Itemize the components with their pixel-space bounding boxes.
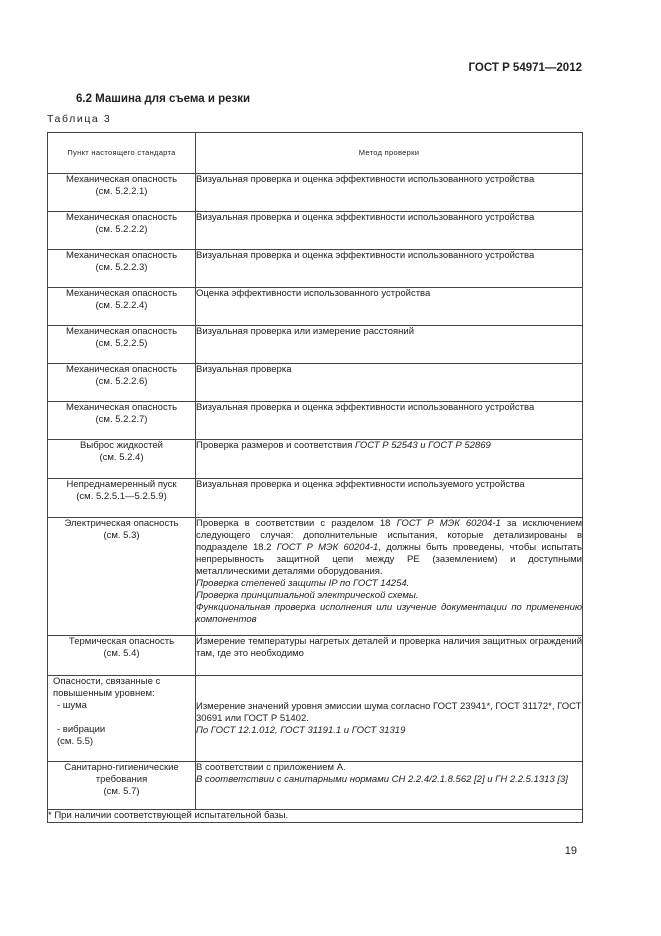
- clause-cell: Электрическая опасность (см. 5.3): [48, 518, 196, 636]
- table-row: [48, 479, 583, 518]
- table-row: [48, 440, 583, 479]
- method-cell: Проверка в соответствии с разделом 18 ГОСТ Р МЭК 60204-1 за исключением следующего случая: дополнительные испытания, которые детализированы в подразделе 18.2 ГОСТ Р МЭК 60204-1, должны быть проведены, чтобы испытать непрерывность защитной цепи между PE (заземлением) и доступными металлическими деталями оборудования. Проверка степеней защиты IP по ГОСТ 14254. Проверка принципиальной электрической схемы. Функциональная проверка исполнения или изучение документации по применению компонентов: [196, 518, 583, 636]
- page-number: 19: [564, 845, 577, 857]
- table-row: [48, 762, 583, 810]
- section-title: 6.2 Машина для съема и резки: [76, 93, 251, 105]
- clause-cell: Санитарно-гигиенические требования (см. 5.7): [48, 762, 196, 810]
- clause-cell: Термическая опасность (см. 5.4): [48, 636, 196, 676]
- table-caption: Таблица 3: [47, 113, 112, 125]
- clause-cell: Механическая опасность (см. 5.2.2.7): [48, 402, 196, 440]
- table-row: [48, 326, 583, 364]
- clause-cell: Механическая опасность (см. 5.2.2.2): [48, 212, 196, 250]
- clause-cell: Механическая опасность (см. 5.2.2.4): [48, 288, 196, 326]
- method-cell: Визуальная проверка и оценка эффективности использованного устройства: [196, 250, 583, 288]
- standard-number: ГОСТ Р 54971—2012: [468, 62, 582, 74]
- col-header-method: Метод проверки: [196, 133, 583, 174]
- clause-cell: Непреднамеренный пуск (см. 5.2.5.1—5.2.5.9): [48, 479, 196, 518]
- clause-cell: Механическая опасность (см. 5.2.2.5): [48, 326, 196, 364]
- method-cell: Визуальная проверка: [196, 364, 583, 402]
- footnote-row: [48, 810, 583, 823]
- table-row: [48, 250, 583, 288]
- method-cell: Проверка размеров и соответствия ГОСТ Р 52543 и ГОСТ Р 52869: [196, 440, 583, 479]
- method-cell: Визуальная проверка и оценка эффективности использованного устройства: [196, 212, 583, 250]
- table-row: [48, 518, 583, 636]
- table-row: [48, 364, 583, 402]
- method-cell: Визуальная проверка и оценка эффективности использованного устройства: [196, 402, 583, 440]
- verification-table: [47, 132, 583, 823]
- table-row: [48, 402, 583, 440]
- clause-cell: Механическая опасность (см. 5.2.2.3): [48, 250, 196, 288]
- method-cell: Оценка эффективности использованного устройства: [196, 288, 583, 326]
- clause-cell: Механическая опасность (см. 5.2.2.6): [48, 364, 196, 402]
- method-cell: Измерение значений уровня эмиссии шума согласно ГОСТ 23941*, ГОСТ 31172*, ГОСТ 30691 или ГОСТ Р 51402. По ГОСТ 12.1.012, ГОСТ 31191.1 и ГОСТ 31319: [196, 676, 583, 762]
- method-cell: Визуальная проверка или измерение расстояний: [196, 326, 583, 364]
- table-row: [48, 288, 583, 326]
- table-row: [48, 636, 583, 676]
- col-header-clause: Пункт настоящего стандарта: [48, 133, 196, 174]
- method-cell: Визуальная проверка и оценка эффективности использованного устройства: [196, 174, 583, 212]
- clause-cell: Механическая опасность (см. 5.2.2.1): [48, 174, 196, 212]
- clause-cell: Опасности, связанные с повышенным уровнем: - шума - вибрации (см. 5.5): [48, 676, 196, 762]
- footnote: * При наличии соответствующей испытательной базы.: [48, 810, 583, 823]
- table-row: [48, 676, 583, 762]
- method-cell: Визуальная проверка и оценка эффективности используемого устройства: [196, 479, 583, 518]
- method-cell: Измерение температуры нагретых деталей и проверка наличия защитных ограждений там, где это необходимо: [196, 636, 583, 676]
- clause-cell: Выброс жидкостей (см. 5.2.4): [48, 440, 196, 479]
- method-cell: В соответствии с приложением А. В соответствии с санитарными нормами СН 2.2.4/2.1.8.562 [2] и ГН 2.2.5.1313 [3]: [196, 762, 583, 810]
- table-header-row: [48, 133, 583, 174]
- table-row: [48, 174, 583, 212]
- table-row: [48, 212, 583, 250]
